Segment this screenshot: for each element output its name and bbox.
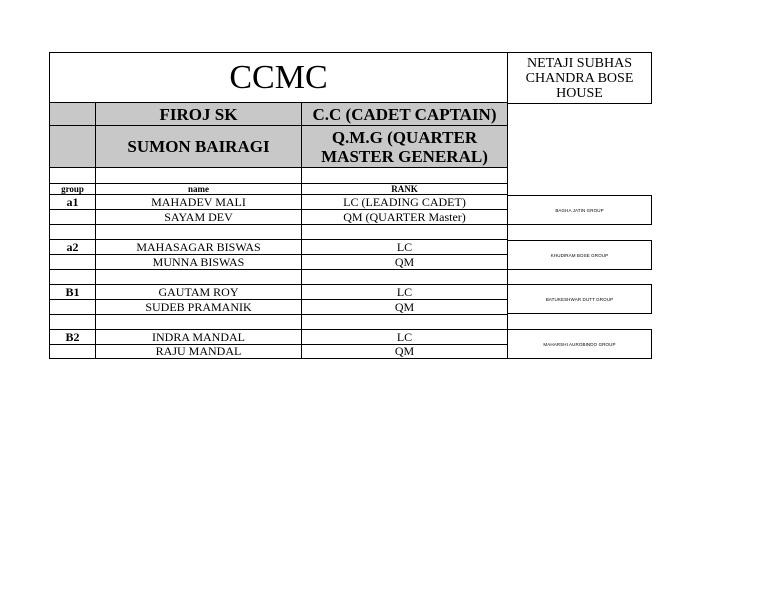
officer-blank-cell — [49, 102, 96, 126]
spacer-cell — [301, 167, 508, 184]
group-id: a1 — [49, 194, 96, 210]
member-name: GAUTAM ROY — [95, 284, 302, 300]
header-rank: RANK — [301, 183, 508, 195]
spacer-cell — [301, 269, 508, 285]
member-rank: LC — [301, 284, 508, 300]
officer-rank-1: C.C (CADET CAPTAIN) — [301, 102, 508, 126]
member-name: MAHASAGAR BISWAS — [95, 239, 302, 255]
member-name: RAJU MANDAL — [95, 344, 302, 359]
group-name-box: KHUDIRAM BOSE GROUP — [507, 240, 652, 270]
column-border — [507, 103, 508, 196]
group-id: B2 — [49, 329, 96, 345]
group-name-box: BATUKESHWAR DUTT GROUP — [507, 284, 652, 314]
member-name: MUNNA BISWAS — [95, 254, 302, 270]
member-rank: LC — [301, 239, 508, 255]
spacer-cell — [95, 314, 302, 330]
spacer-cell — [95, 269, 302, 285]
group-id-blank — [49, 209, 96, 225]
spacer-cell — [301, 224, 508, 240]
member-rank: LC (LEADING CADET) — [301, 194, 508, 210]
group-name-box: BAGHA JATIN GROUP — [507, 195, 652, 225]
header-group: group — [49, 183, 96, 195]
spacer-cell — [49, 269, 96, 285]
member-rank: QM (QUARTER Master) — [301, 209, 508, 225]
member-rank: LC — [301, 329, 508, 345]
officer-rank-2: Q.M.G (QUARTER MASTER GENERAL) — [301, 125, 508, 168]
member-name: SAYAM DEV — [95, 209, 302, 225]
spacer-cell — [49, 224, 96, 240]
group-id: B1 — [49, 284, 96, 300]
house-name: NETAJI SUBHAS CHANDRA BOSE HOUSE — [507, 52, 652, 104]
spacer-cell — [49, 167, 96, 184]
group-id: a2 — [49, 239, 96, 255]
officer-blank-cell — [49, 125, 96, 168]
spacer-cell — [301, 314, 508, 330]
member-name: INDRA MANDAL — [95, 329, 302, 345]
member-rank: QM — [301, 299, 508, 315]
member-rank: QM — [301, 344, 508, 359]
spacer-cell — [95, 167, 302, 184]
group-name-box: MAHARSHI AUROBINDO GROUP — [507, 329, 652, 359]
officer-name-1: FIROJ SK — [95, 102, 302, 126]
member-rank: QM — [301, 254, 508, 270]
group-id-blank — [49, 299, 96, 315]
group-id-blank — [49, 254, 96, 270]
member-name: SUDEB PRAMANIK — [95, 299, 302, 315]
spacer-cell — [95, 224, 302, 240]
header-name: name — [95, 183, 302, 195]
member-name: MAHADEV MALI — [95, 194, 302, 210]
officer-name-2: SUMON BAIRAGI — [95, 125, 302, 168]
group-id-blank — [49, 344, 96, 359]
page-title: CCMC — [49, 52, 508, 103]
spacer-cell — [49, 314, 96, 330]
